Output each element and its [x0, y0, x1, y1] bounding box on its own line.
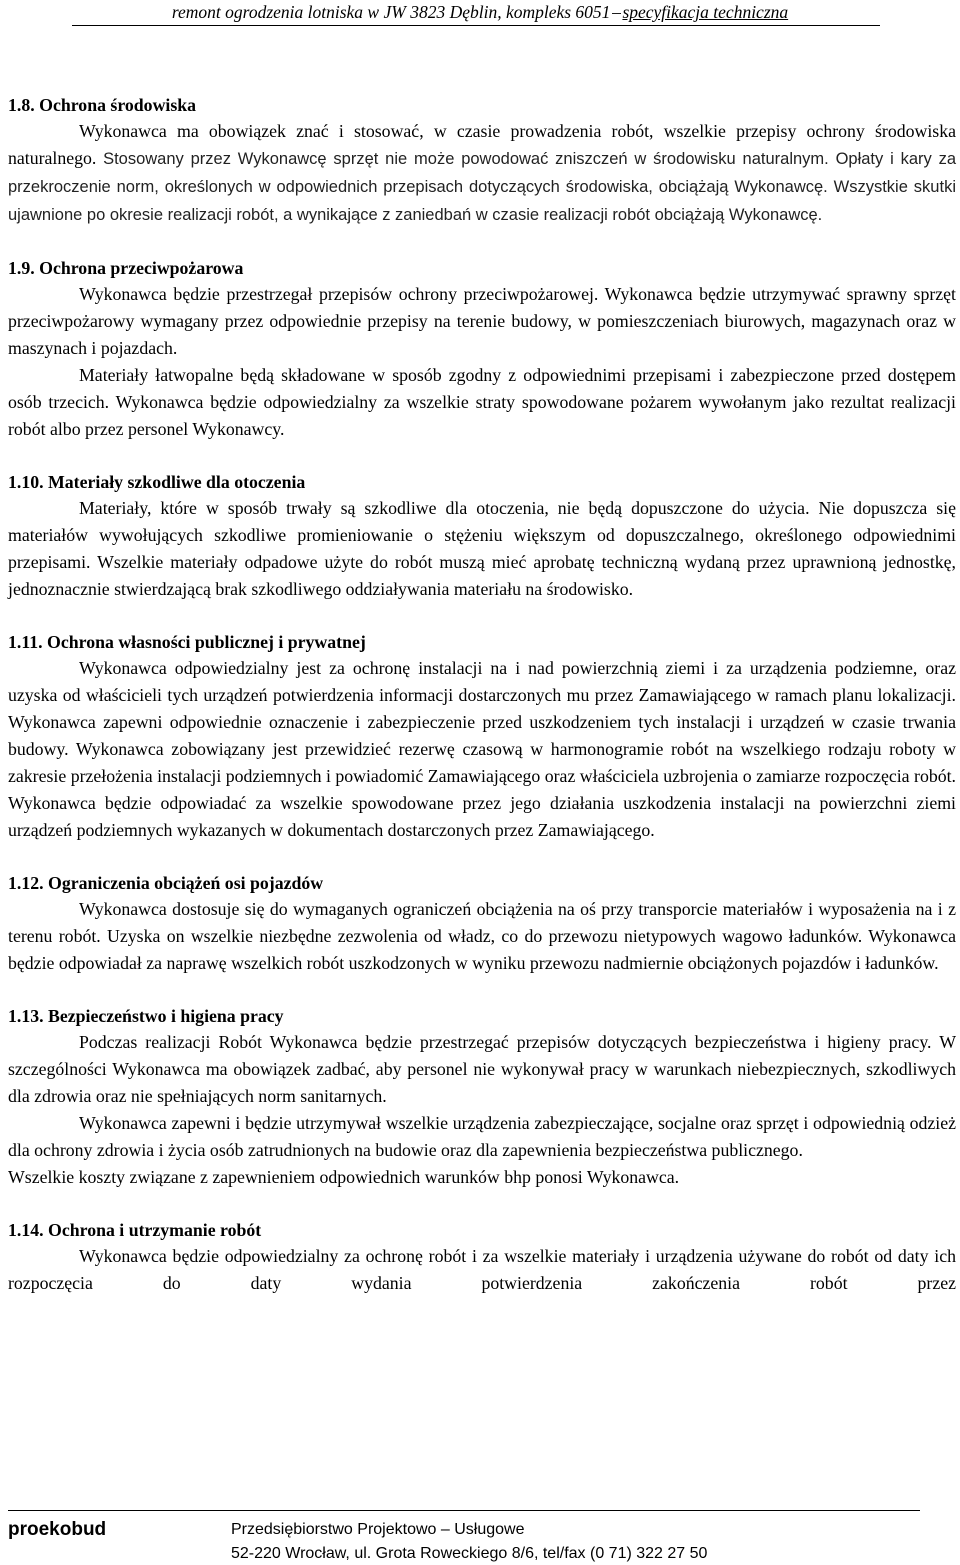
header-doc-type: specyfikacja techniczna: [622, 2, 789, 22]
footer-company: Przedsiębiorstwo Projektowo – Usługowe: [231, 1521, 525, 1538]
paragraph-text: Wykonawca ma obowiązek znać i stosować, w czasie prowadzenia robót, wszelkie przepisy ochrony środowiska naturalnego.: [8, 121, 956, 168]
section-title: 1.10. Materiały szkodliwe dla otoczenia: [8, 472, 306, 492]
footer-address: 52-220 Wrocław, ul. Grota Roweckiego 8/6, tel/fax (0 71) 322 27 50: [231, 1545, 708, 1562]
footer-brand: proekobud: [8, 1519, 107, 1540]
header-rule: [72, 25, 880, 26]
page-footer: [0, 1510, 960, 1565]
section-paragraph: Wykonawca będzie przestrzegał przepisów ochrony przeciwpożarowej. Wykonawca będzie utrzymywać sprawny sprzęt przeciwpożarowy wymagany przez odpowiednie przepisy na terenie budowy, w pomieszczeniach biurowych, magazynach oraz w maszynach i pojazdach.: [8, 284, 956, 358]
section-paragraph: Wykonawca zapewni i będzie utrzymywał wszelkie urządzenia zabezpieczające, socjalne oraz sprzęt i odpowiednią odzież dla ochrony zdrowia i życia osób zatrudnionych na budowie oraz dla zapewnienia bezpieczeństwa publicznego.: [8, 1113, 956, 1160]
running-header: [0, 0, 960, 24]
section-health-safety: [8, 1003, 956, 1191]
header-project-title: remont ogrodzenia lotniska w JW 3823 Dęblin, kompleks 6051: [171, 2, 611, 22]
section-property-protection: [8, 629, 956, 844]
paragraph-text-sans: Stosowany przez Wykonawcę sprzęt nie może powodować zniszczeń w środowisku naturalnym. Opłaty i kary za przekroczenie norm, określonych w odpowiednich przepisach dotyczących środowiska, obciążają Wykonawcę. Wszystkie skutki ujawnione po okresie realizacji robót, a wynikające z zaniedbań w czasie realizacji robót obciążają Wykonawcę.: [8, 150, 957, 224]
section-paragraph: [8, 118, 956, 229]
section-title: 1.13. Bezpieczeństwo i higiena pracy: [8, 1006, 284, 1026]
section-title: 1.9. Ochrona przeciwpożarowa: [8, 258, 244, 278]
section-title: 1.11. Ochrona własności publicznej i prywatnej: [8, 632, 366, 652]
section-fire-protection: [8, 255, 956, 443]
section-paragraph: Wszelkie koszty związane z zapewnieniem odpowiednich warunków bhp ponosi Wykonawca.: [8, 1167, 680, 1187]
section-title: 1.8. Ochrona środowiska: [8, 95, 197, 115]
section-paragraph: Wykonawca dostosuje się do wymaganych ograniczeń obciążenia na oś przy transporcie materiałów i wyposażenia na i z terenu robót. Uzyska on wszelkie niezbędne zezwolenia od władz, co do przewozu nietypowych wagowo ładunków. Wykonawca będzie odpowiadał za naprawę wszelkich robót uszkodzonych w wyniku przewozu nadmiernie obciążonych pojazdów i ładunków.: [8, 899, 956, 973]
section-environment-protection: [8, 92, 956, 229]
section-paragraph: Wykonawca będzie odpowiedzialny za ochronę robót i za wszelkie materiały i urządzenia używane do robót od daty ich rozpoczęcia do daty wydania potwierdzenia zakończenia robót przez: [8, 1246, 956, 1293]
footer-rule: [8, 1510, 920, 1511]
section-title: 1.14. Ochrona i utrzymanie robót: [8, 1220, 262, 1240]
header-separator: –: [612, 2, 621, 22]
section-works-protection: [8, 1217, 956, 1297]
section-axle-load-limits: [8, 870, 956, 977]
section-title: 1.12. Ograniczenia obciążeń osi pojazdów: [8, 873, 324, 893]
document-body: [8, 92, 956, 1297]
section-paragraph: Materiały, które w sposób trwały są szkodliwe dla otoczenia, nie będą dopuszczone do użycia. Nie dopuszcza się materiałów wywołujących szkodliwe promieniowanie o stężeniu większym od dopuszczalnego, określonego odpowiednimi przepisami. Wszelkie materiały odpadowe użyte do robót muszą mieć aprobatę techniczną wydaną przez uprawnioną jednostkę, jednoznacznie stwierdzającą brak szkodliwego oddziaływania materiału na środowisko.: [8, 498, 956, 599]
section-paragraph: Wykonawca odpowiedzialny jest za ochronę instalacji na i nad powierzchnią ziemi i za urządzenia podziemne, oraz uzyska od właścicieli tych urządzeń potwierdzenia informacji dostarczonych mu przez Zamawiającego w ramach planu lokalizacji. Wykonawca zapewni odpowiednie oznaczenie i zabezpieczenie przed uszkodzeniem tych instalacji i urządzeń w czasie trwania budowy. Wykonawca zobowiązany jest przewidzieć rezerwę czasową w harmonogramie robót na wszelkiego rodzaju roboty w zakresie przełożenia instalacji podziemnych i powiadomić Zamawiającego oraz właściciela uzbrojenia o zamiarze rozpoczęcia robót. Wykonawca będzie odpowiadać za wszelkie spowodowane przez jego działania uszkodzenia instalacji na powierzchni ziemi urządzeń podziemnych wykazanych w dokumentach dostarczonych przez Zamawiającego.: [8, 658, 956, 840]
section-paragraph: Podczas realizacji Robót Wykonawca będzie przestrzegać przepisów dotyczących bezpieczeństwa i higieny pracy. W szczególności Wykonawca ma obowiązek zadbać, aby personel nie wykonywał pracy w warunkach niebezpiecznych, szkodliwych dla zdrowia oraz nie spełniających norm sanitarnych.: [8, 1032, 956, 1106]
section-paragraph: Materiały łatwopalne będą składowane w sposób zgodny z odpowiednimi przepisami i zabezpieczone przed dostępem osób trzecich. Wykonawca będzie odpowiedzialny za wszelkie straty spowodowane pożarem wywołanym jako rezultat realizacji robót albo przez personel Wykonawcy.: [8, 365, 956, 439]
section-harmful-materials: [8, 469, 956, 603]
